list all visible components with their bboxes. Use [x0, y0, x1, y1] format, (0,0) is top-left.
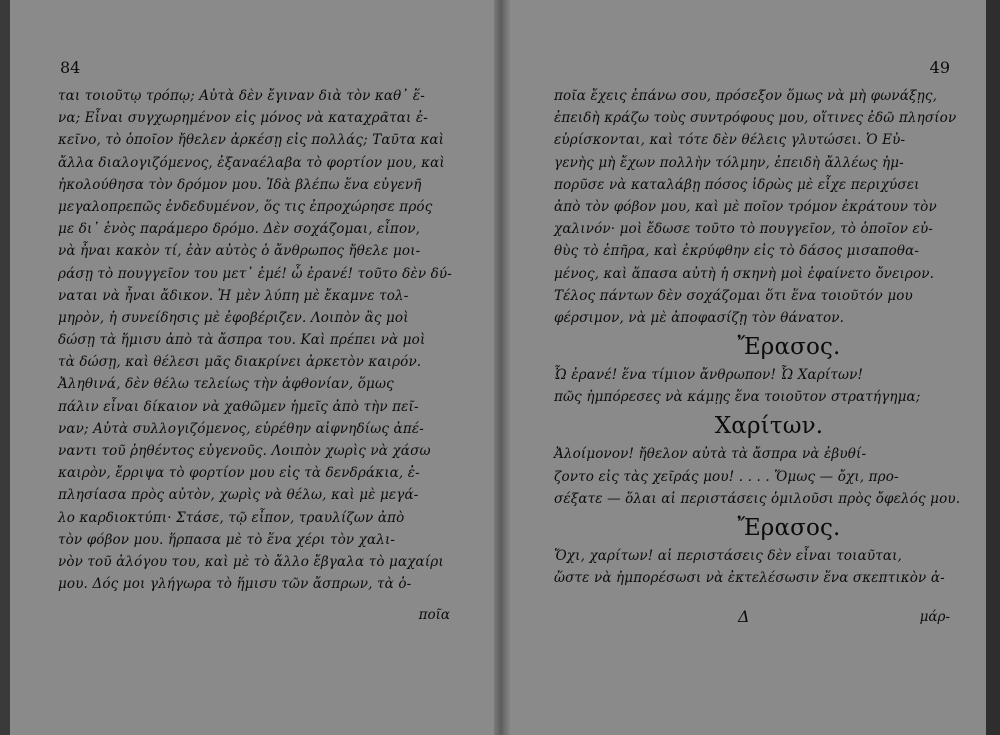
text-line: καιρὸν, ἔρριψα τὸ φορτίον μου εἰς τὰ δενδράκια, ἐ- [58, 465, 420, 482]
text-line: μεγαλοπρεπῶς ἐνδεδυμένον, ὅς τις ἐπροχώρησε πρός [58, 198, 433, 215]
right-page-number: 49 [929, 58, 950, 77]
speaker-heading: Ἔρασος. [737, 334, 841, 361]
text-line: ἠκολούθησα τὸν δρόμον μου. Ἰδὰ βλέπω ἕνα εὐγενῆ [58, 176, 422, 193]
text-line: Ὦ ἐρανέ! ἕνα τίμιον ἄνθρωπον! Ὦ Χαρίτων! [554, 367, 864, 384]
speaker-heading: Χαρίτων. [714, 413, 824, 440]
text-line: πάλιν εἶναι δίκαιον νὰ χαθῶμεν ἡμεῖς ἀπὸ τὴν πεῖ- [58, 398, 419, 415]
right-page [510, 0, 986, 735]
text-line: πορῦσε νὰ καταλάβῃ πόσος ἱδρὼς μὲ εἶχε περιχύσει [554, 176, 920, 193]
text-line: ὥστε νὰ ἠμπορέσωσι νὰ ἐκτελέσωσιν ἕνα σκεπτικὸν ἀ- [554, 570, 945, 587]
page-edge-left [0, 0, 10, 735]
text-line: δώσῃ τὰ ἥμισυ ἀπὸ τὰ ἄσπρα του. Καὶ πρέπει νὰ μοὶ [58, 332, 426, 349]
text-line: θὺς τὸ ἐπῆρα, καὶ ἐκρύφθην εἰς τὸ δάσος μισαποθα- [554, 243, 920, 260]
text-line: ράσῃ τὸ πουγγεῖον του μετ᾽ ἐμέ! ὦ ἐρανέ! τοῦτο δὲν δύ- [58, 265, 452, 282]
signature-mark: Δ [738, 607, 750, 626]
right-page-catchword: μάρ- [919, 609, 950, 625]
text-line: εὑρίσκονται, καὶ τότε δὲν θέλεις γλυτώσει. Ὁ Εὐ- [554, 132, 906, 149]
text-line: χαλινόν· μοὶ ἔδωσε τοῦτο τὸ πουγγεῖον, τὸ ὁποῖον εὐ- [554, 221, 934, 238]
text-line: Ἀλοίμονον! ἤθελον αὐτὰ τὰ ἄσπρα νὰ ἐβυθί- [554, 446, 867, 463]
left-page-text [58, 85, 458, 595]
text-line: ται τοιοῦτῳ τρόπῳ; Αὐτὰ δὲν ἔγιναν διὰ τὸν καθ᾽ ἕ- [58, 88, 425, 104]
left-page-number: 84 [60, 58, 81, 77]
text-line: Τέλος πάντων δὲν σοχάζομαι ὅτι ἕνα τοιοῦτόν μου [554, 287, 913, 304]
text-line: ναται νὰ ἦναι ἄδικον. Ἡ μὲν λύπη μὲ ἔκαμνε τολ- [58, 287, 409, 304]
text-line: ναντι τοῦ ῥηθέντος εὐγενοῦς. Λοιπὸν χωρὶς νὰ χάσω [58, 443, 431, 459]
left-page [10, 0, 494, 735]
text-line: λο καρδιοκτύπι· Στάσε, τῷ εἶπον, τραυλίζων ἀπὸ [58, 509, 405, 526]
text-line: ζοντο εἰς τὰς χεῖράς μου! . . . . Ὅμως — ὄχι, προ- [554, 468, 899, 485]
text-line: τὰ δώσῃ, καὶ θέλεσι μᾶς διακρίνει ἀρκετὸν καιρόν. [58, 354, 422, 371]
book-gutter [494, 0, 510, 735]
text-line: μένος, καὶ ἅπασα αὐτὴ ἡ σκηνὴ μοὶ ἐφαίνετο ὄνειρον. [554, 265, 935, 282]
right-page-text [554, 85, 961, 589]
text-line: ἀπὸ τὸν φόβον μου, καὶ μὲ ποῖον τρόμον ἐκράτουν τὸν [554, 198, 937, 215]
speaker-heading: Ἔρασος. [737, 515, 841, 541]
text-line: ναν; Αὐτὰ συλλογιζόμενος, εὑρέθην αἰφνηδίως ἀπέ- [58, 420, 424, 437]
text-line: νὰ ἦναι κακὸν τί, ἐὰν αὐτὸς ὁ ἄνθρωπος ἤθελε μοι- [58, 243, 421, 260]
text-line: πλησίασα πρὸς αὐτὸν, χωρὶς νὰ θέλω, καὶ μὲ μεγά- [58, 487, 419, 504]
text-line: με δι᾽ ἑνὸς παράμερο δρόμο. Δὲν σοχάζομαι, εἶπον, [58, 221, 421, 238]
text-line: να; Εἶναι συγχωρημένον εἰς μόνος νὰ καταχρᾶται ἐ- [58, 110, 428, 127]
text-line: ποῖα ἔχεις ἐπάνω σου, πρόσεξον ὅμως νὰ μὴ φωνάξῃς, [554, 88, 938, 104]
left-page-catchword: ποῖα [418, 607, 450, 623]
text-line: μηρὸν, ἡ συνείδησις μὲ ἐφοβέριζεν. Λοιπὸν ἂς μοὶ [58, 309, 409, 326]
text-line: φέρσιμον, νὰ μὲ ἀποφασίζῃ τὸν θάνατον. [554, 309, 845, 326]
text-line: Ὄχι, χαρίτων! αἱ περιστάσεις δὲν εἶναι τοιαῦται, [554, 548, 902, 564]
text-line: τὸν φόβον μου. ἥρπασα μὲ τὸ ἕνα χέρι τὸν χαλι- [58, 531, 396, 548]
text-line: Ἀληθινά, δὲν θέλω τελείως τὴν ἀφθονίαν, ὅμως [58, 376, 394, 393]
text-line: ἄλλα διαλογιζόμενος, ἐξαναέλαβα τὸ φορτίον μου, καὶ [58, 154, 445, 171]
text-line: γενὴς μὴ ἔχων πολλὴν τόλμην, ἐπειδὴ ἄλλέως ἠμ- [554, 154, 904, 171]
text-line: πῶς ἠμπόρεσες νὰ κάμῃς ἕνα τοιοῦτον στρατήγημα; [554, 389, 921, 406]
text-line: ἐπειδὴ κράζω τοὺς συντρόφους μου, οἵτινες ἐδῶ πλησίον [554, 110, 957, 127]
text-line: σέξατε — ὅλαι αἱ περιστάσεις ὁμιλοῦσι πρὸς ὄφελός μου. [554, 490, 961, 507]
page-edge-right [986, 0, 1000, 735]
text-line: κεῖνο, τὸ ὁποῖον ἤθελεν ἀρκέσῃ εἰς πολλάς; Ταῦτα καὶ [58, 132, 445, 149]
text-line: μου. Δός μοι γλήγωρα τὸ ἥμισυ τῶν ἄσπρων, τὰ ὁ- [58, 576, 412, 593]
text-line: νὸν τοῦ ἀλόγου του, καὶ μὲ τὸ ἄλλο ἔβγαλα τὸ μαχαίρι [58, 553, 444, 570]
